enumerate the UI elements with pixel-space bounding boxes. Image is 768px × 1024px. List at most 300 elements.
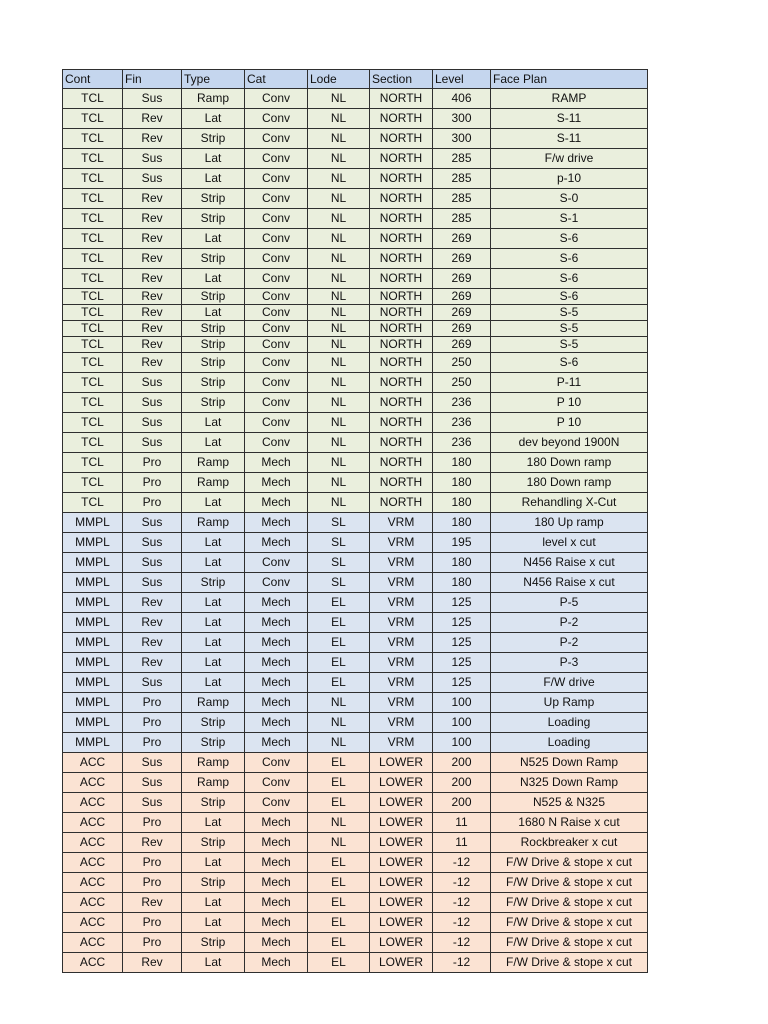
header-cat: Cat (245, 70, 308, 89)
cell-cont: TCL (63, 169, 123, 189)
cell-section: LOWER (370, 893, 433, 913)
cell-level: 250 (433, 373, 491, 393)
cell-cat: Conv (245, 393, 308, 413)
cell-face-plan: S-5 (491, 337, 648, 353)
cell-type: Lat (182, 913, 245, 933)
cell-cont: ACC (63, 833, 123, 853)
cell-cat: Mech (245, 713, 308, 733)
cell-cont: ACC (63, 913, 123, 933)
cell-cat: Mech (245, 533, 308, 553)
cell-cat: Conv (245, 553, 308, 573)
cell-type: Lat (182, 269, 245, 289)
header-level: Level (433, 70, 491, 89)
cell-section: LOWER (370, 833, 433, 853)
cell-type: Strip (182, 337, 245, 353)
cell-lode: EL (308, 853, 370, 873)
cell-section: NORTH (370, 189, 433, 209)
cell-cont: MMPL (63, 733, 123, 753)
cell-face-plan: S-6 (491, 249, 648, 269)
cell-cont: MMPL (63, 613, 123, 633)
cell-cat: Mech (245, 513, 308, 533)
cell-type: Lat (182, 673, 245, 693)
cell-fin: Rev (123, 653, 182, 673)
table-row (63, 773, 648, 793)
cell-fin: Pro (123, 453, 182, 473)
cell-section: NORTH (370, 433, 433, 453)
cell-section: NORTH (370, 373, 433, 393)
cell-section: NORTH (370, 453, 433, 473)
cell-level: 300 (433, 109, 491, 129)
cell-type: Strip (182, 733, 245, 753)
cell-fin: Sus (123, 89, 182, 109)
table-row (63, 873, 648, 893)
cell-lode: EL (308, 933, 370, 953)
cell-cat: Mech (245, 613, 308, 633)
cell-cont: TCL (63, 89, 123, 109)
cell-lode: SL (308, 513, 370, 533)
cell-cat: Mech (245, 673, 308, 693)
table-row (63, 733, 648, 753)
cell-lode: NL (308, 337, 370, 353)
cell-type: Lat (182, 149, 245, 169)
cell-lode: EL (308, 613, 370, 633)
table-row (63, 413, 648, 433)
table-row (63, 853, 648, 873)
cell-face-plan: S-6 (491, 269, 648, 289)
cell-face-plan: N456 Raise x cut (491, 553, 648, 573)
table-row (63, 373, 648, 393)
cell-face-plan: N325 Down Ramp (491, 773, 648, 793)
cell-type: Strip (182, 393, 245, 413)
cell-lode: NL (308, 209, 370, 229)
cell-level: 269 (433, 289, 491, 305)
cell-lode: SL (308, 533, 370, 553)
cell-cont: TCL (63, 129, 123, 149)
cell-cat: Conv (245, 433, 308, 453)
cell-cat: Conv (245, 89, 308, 109)
cell-type: Lat (182, 493, 245, 513)
header-face-plan: Face Plan (491, 70, 648, 89)
table-row (63, 893, 648, 913)
cell-section: VRM (370, 613, 433, 633)
cell-section: NORTH (370, 169, 433, 189)
cell-lode: SL (308, 573, 370, 593)
cell-face-plan: S-5 (491, 305, 648, 321)
cell-cont: TCL (63, 453, 123, 473)
cell-cat: Conv (245, 149, 308, 169)
table-row (63, 149, 648, 169)
cell-lode: NL (308, 229, 370, 249)
cell-type: Strip (182, 713, 245, 733)
cell-face-plan: F/W Drive & stope x cut (491, 933, 648, 953)
cell-fin: Pro (123, 493, 182, 513)
cell-level: 100 (433, 693, 491, 713)
cell-type: Strip (182, 353, 245, 373)
cell-lode: SL (308, 553, 370, 573)
cell-cat: Conv (245, 229, 308, 249)
cell-fin: Rev (123, 953, 182, 973)
cell-cont: MMPL (63, 593, 123, 613)
cell-cont: MMPL (63, 693, 123, 713)
cell-cont: MMPL (63, 573, 123, 593)
cell-fin: Sus (123, 553, 182, 573)
table-row (63, 433, 648, 453)
cell-face-plan: S-1 (491, 209, 648, 229)
table-row (63, 321, 648, 337)
cell-type: Strip (182, 321, 245, 337)
table-row (63, 393, 648, 413)
cell-fin: Pro (123, 873, 182, 893)
cell-type: Ramp (182, 473, 245, 493)
cell-face-plan: Loading (491, 733, 648, 753)
cell-cont: TCL (63, 209, 123, 229)
cell-face-plan: N525 Down Ramp (491, 753, 648, 773)
cell-cat: Conv (245, 269, 308, 289)
cell-face-plan: 180 Down ramp (491, 453, 648, 473)
cell-cont: TCL (63, 433, 123, 453)
cell-type: Ramp (182, 773, 245, 793)
cell-type: Ramp (182, 513, 245, 533)
cell-type: Lat (182, 533, 245, 553)
cell-cont: TCL (63, 289, 123, 305)
cell-lode: NL (308, 189, 370, 209)
cell-level: 406 (433, 89, 491, 109)
cell-cat: Mech (245, 853, 308, 873)
cell-type: Lat (182, 433, 245, 453)
cell-lode: NL (308, 693, 370, 713)
cell-cat: Mech (245, 593, 308, 613)
cell-cat: Mech (245, 733, 308, 753)
cell-lode: NL (308, 149, 370, 169)
cell-type: Ramp (182, 753, 245, 773)
cell-level: 269 (433, 229, 491, 249)
cell-face-plan: F/W Drive & stope x cut (491, 873, 648, 893)
cell-cat: Conv (245, 413, 308, 433)
cell-face-plan: N456 Raise x cut (491, 573, 648, 593)
cell-type: Lat (182, 305, 245, 321)
header-type: Type (182, 70, 245, 89)
cell-face-plan: S-5 (491, 321, 648, 337)
cell-type: Lat (182, 169, 245, 189)
table-row (63, 189, 648, 209)
cell-level: 236 (433, 413, 491, 433)
table-row (63, 513, 648, 533)
cell-type: Lat (182, 853, 245, 873)
cell-level: 180 (433, 453, 491, 473)
table-row (63, 109, 648, 129)
cell-cont: TCL (63, 493, 123, 513)
cell-lode: NL (308, 289, 370, 305)
cell-cont: ACC (63, 753, 123, 773)
cell-section: NORTH (370, 229, 433, 249)
table-row (63, 533, 648, 553)
cell-cat: Conv (245, 573, 308, 593)
header-row (63, 70, 648, 89)
cell-cat: Mech (245, 453, 308, 473)
table-row (63, 473, 648, 493)
cell-cat: Mech (245, 833, 308, 853)
table-row (63, 953, 648, 973)
cell-section: LOWER (370, 933, 433, 953)
cell-level: 269 (433, 321, 491, 337)
cell-type: Strip (182, 873, 245, 893)
cell-fin: Rev (123, 593, 182, 613)
cell-level: 269 (433, 249, 491, 269)
cell-cont: ACC (63, 773, 123, 793)
cell-level: 250 (433, 353, 491, 373)
cell-type: Lat (182, 413, 245, 433)
table-row (63, 633, 648, 653)
cell-fin: Sus (123, 773, 182, 793)
cell-face-plan: S-11 (491, 129, 648, 149)
cell-lode: NL (308, 269, 370, 289)
cell-lode: NL (308, 129, 370, 149)
cell-lode: NL (308, 109, 370, 129)
cell-type: Strip (182, 833, 245, 853)
cell-type: Lat (182, 633, 245, 653)
cell-cat: Mech (245, 693, 308, 713)
cell-cont: TCL (63, 393, 123, 413)
cell-type: Lat (182, 893, 245, 913)
cell-lode: NL (308, 733, 370, 753)
cell-type: Ramp (182, 89, 245, 109)
cell-level: 100 (433, 713, 491, 733)
cell-level: -12 (433, 933, 491, 953)
table-row (63, 693, 648, 713)
cell-type: Strip (182, 373, 245, 393)
cell-cont: TCL (63, 353, 123, 373)
table-row (63, 305, 648, 321)
cell-cat: Conv (245, 305, 308, 321)
table-row (63, 813, 648, 833)
cell-section: NORTH (370, 473, 433, 493)
cell-fin: Sus (123, 793, 182, 813)
cell-lode: NL (308, 413, 370, 433)
cell-section: VRM (370, 713, 433, 733)
table-row (63, 593, 648, 613)
table-row (63, 833, 648, 853)
cell-lode: EL (308, 593, 370, 613)
cell-section: NORTH (370, 321, 433, 337)
cell-level: -12 (433, 953, 491, 973)
cell-cat: Mech (245, 893, 308, 913)
cell-section: LOWER (370, 913, 433, 933)
cell-lode: NL (308, 713, 370, 733)
cell-cat: Mech (245, 953, 308, 973)
cell-cont: MMPL (63, 513, 123, 533)
cell-fin: Rev (123, 269, 182, 289)
cell-type: Strip (182, 573, 245, 593)
table-row (63, 493, 648, 513)
cell-fin: Rev (123, 833, 182, 853)
cell-face-plan: P 10 (491, 413, 648, 433)
cell-lode: NL (308, 321, 370, 337)
cell-fin: Rev (123, 289, 182, 305)
table-row (63, 129, 648, 149)
cell-type: Lat (182, 613, 245, 633)
cell-section: VRM (370, 553, 433, 573)
cell-cat: Mech (245, 633, 308, 653)
cell-cont: TCL (63, 413, 123, 433)
cell-fin: Rev (123, 353, 182, 373)
cell-face-plan: F/W Drive & stope x cut (491, 953, 648, 973)
cell-level: 11 (433, 813, 491, 833)
cell-type: Lat (182, 593, 245, 613)
cell-lode: NL (308, 89, 370, 109)
cell-face-plan: Rehandling X-Cut (491, 493, 648, 513)
cell-face-plan: P-11 (491, 373, 648, 393)
cell-face-plan: Loading (491, 713, 648, 733)
cell-lode: EL (308, 673, 370, 693)
cell-cat: Mech (245, 473, 308, 493)
cell-section: NORTH (370, 289, 433, 305)
cell-lode: EL (308, 773, 370, 793)
cell-level: 236 (433, 393, 491, 413)
header-lode: Lode (308, 70, 370, 89)
cell-cont: MMPL (63, 713, 123, 733)
cell-cat: Conv (245, 793, 308, 813)
cell-level: 269 (433, 305, 491, 321)
cell-fin: Sus (123, 413, 182, 433)
cell-fin: Sus (123, 573, 182, 593)
cell-section: LOWER (370, 853, 433, 873)
table-row (63, 793, 648, 813)
cell-cont: ACC (63, 893, 123, 913)
cell-type: Strip (182, 129, 245, 149)
table-row (63, 553, 648, 573)
header-fin: Fin (123, 70, 182, 89)
table-row (63, 673, 648, 693)
cell-cont: TCL (63, 373, 123, 393)
cell-fin: Sus (123, 753, 182, 773)
cell-section: NORTH (370, 353, 433, 373)
cell-face-plan: P-2 (491, 613, 648, 633)
cell-level: 269 (433, 269, 491, 289)
cell-level: 269 (433, 337, 491, 353)
cell-section: NORTH (370, 305, 433, 321)
cell-type: Strip (182, 249, 245, 269)
cell-lode: NL (308, 373, 370, 393)
table-body (63, 89, 648, 973)
cell-section: NORTH (370, 269, 433, 289)
cell-section: VRM (370, 673, 433, 693)
cell-level: 180 (433, 513, 491, 533)
table-row (63, 933, 648, 953)
cell-section: LOWER (370, 753, 433, 773)
cell-type: Lat (182, 653, 245, 673)
cell-lode: EL (308, 893, 370, 913)
table-row (63, 713, 648, 733)
cell-face-plan: 180 Up ramp (491, 513, 648, 533)
cell-level: -12 (433, 873, 491, 893)
table-row (63, 209, 648, 229)
cell-cont: MMPL (63, 533, 123, 553)
cell-cont: TCL (63, 249, 123, 269)
cell-cont: MMPL (63, 673, 123, 693)
cell-section: NORTH (370, 249, 433, 269)
cell-lode: NL (308, 249, 370, 269)
cell-cat: Conv (245, 209, 308, 229)
cell-cont: ACC (63, 933, 123, 953)
header-section: Section (370, 70, 433, 89)
cell-fin: Pro (123, 813, 182, 833)
cell-type: Strip (182, 289, 245, 305)
cell-cat: Conv (245, 321, 308, 337)
cell-fin: Sus (123, 169, 182, 189)
cell-cat: Mech (245, 813, 308, 833)
cell-cat: Conv (245, 189, 308, 209)
cell-cat: Conv (245, 289, 308, 305)
cell-fin: Rev (123, 305, 182, 321)
spreadsheet-table (62, 69, 648, 973)
cell-face-plan: P-2 (491, 633, 648, 653)
cell-fin: Sus (123, 513, 182, 533)
cell-fin: Pro (123, 713, 182, 733)
cell-section: NORTH (370, 413, 433, 433)
cell-fin: Pro (123, 853, 182, 873)
cell-section: VRM (370, 693, 433, 713)
cell-face-plan: F/W Drive & stope x cut (491, 893, 648, 913)
cell-level: 125 (433, 593, 491, 613)
cell-section: VRM (370, 733, 433, 753)
cell-cat: Conv (245, 373, 308, 393)
cell-type: Lat (182, 953, 245, 973)
cell-lode: NL (308, 169, 370, 189)
cell-face-plan: S-6 (491, 353, 648, 373)
cell-lode: NL (308, 353, 370, 373)
cell-level: 236 (433, 433, 491, 453)
cell-face-plan: Rockbreaker x cut (491, 833, 648, 853)
cell-cont: TCL (63, 473, 123, 493)
cell-level: 180 (433, 493, 491, 513)
cell-fin: Rev (123, 337, 182, 353)
cell-face-plan: S-0 (491, 189, 648, 209)
cell-cont: ACC (63, 793, 123, 813)
cell-section: NORTH (370, 209, 433, 229)
cell-face-plan: F/W drive (491, 673, 648, 693)
cell-fin: Pro (123, 913, 182, 933)
cell-level: 125 (433, 613, 491, 633)
cell-level: 125 (433, 633, 491, 653)
cell-cat: Mech (245, 913, 308, 933)
cell-level: 300 (433, 129, 491, 149)
cell-type: Strip (182, 793, 245, 813)
table-row (63, 613, 648, 633)
cell-lode: NL (308, 433, 370, 453)
cell-level: 200 (433, 793, 491, 813)
cell-fin: Rev (123, 189, 182, 209)
cell-level: 285 (433, 189, 491, 209)
table-row (63, 169, 648, 189)
cell-fin: Rev (123, 249, 182, 269)
cell-lode: EL (308, 913, 370, 933)
cell-level: 285 (433, 149, 491, 169)
cell-face-plan: F/W Drive & stope x cut (491, 913, 648, 933)
cell-section: NORTH (370, 493, 433, 513)
cell-face-plan: N525 & N325 (491, 793, 648, 813)
cell-fin: Pro (123, 693, 182, 713)
cell-section: LOWER (370, 773, 433, 793)
cell-lode: NL (308, 453, 370, 473)
table-row (63, 289, 648, 305)
cell-section: NORTH (370, 393, 433, 413)
cell-cont: MMPL (63, 633, 123, 653)
cell-fin: Rev (123, 613, 182, 633)
cell-level: 100 (433, 733, 491, 753)
table-row (63, 753, 648, 773)
cell-cont: TCL (63, 189, 123, 209)
cell-fin: Sus (123, 373, 182, 393)
